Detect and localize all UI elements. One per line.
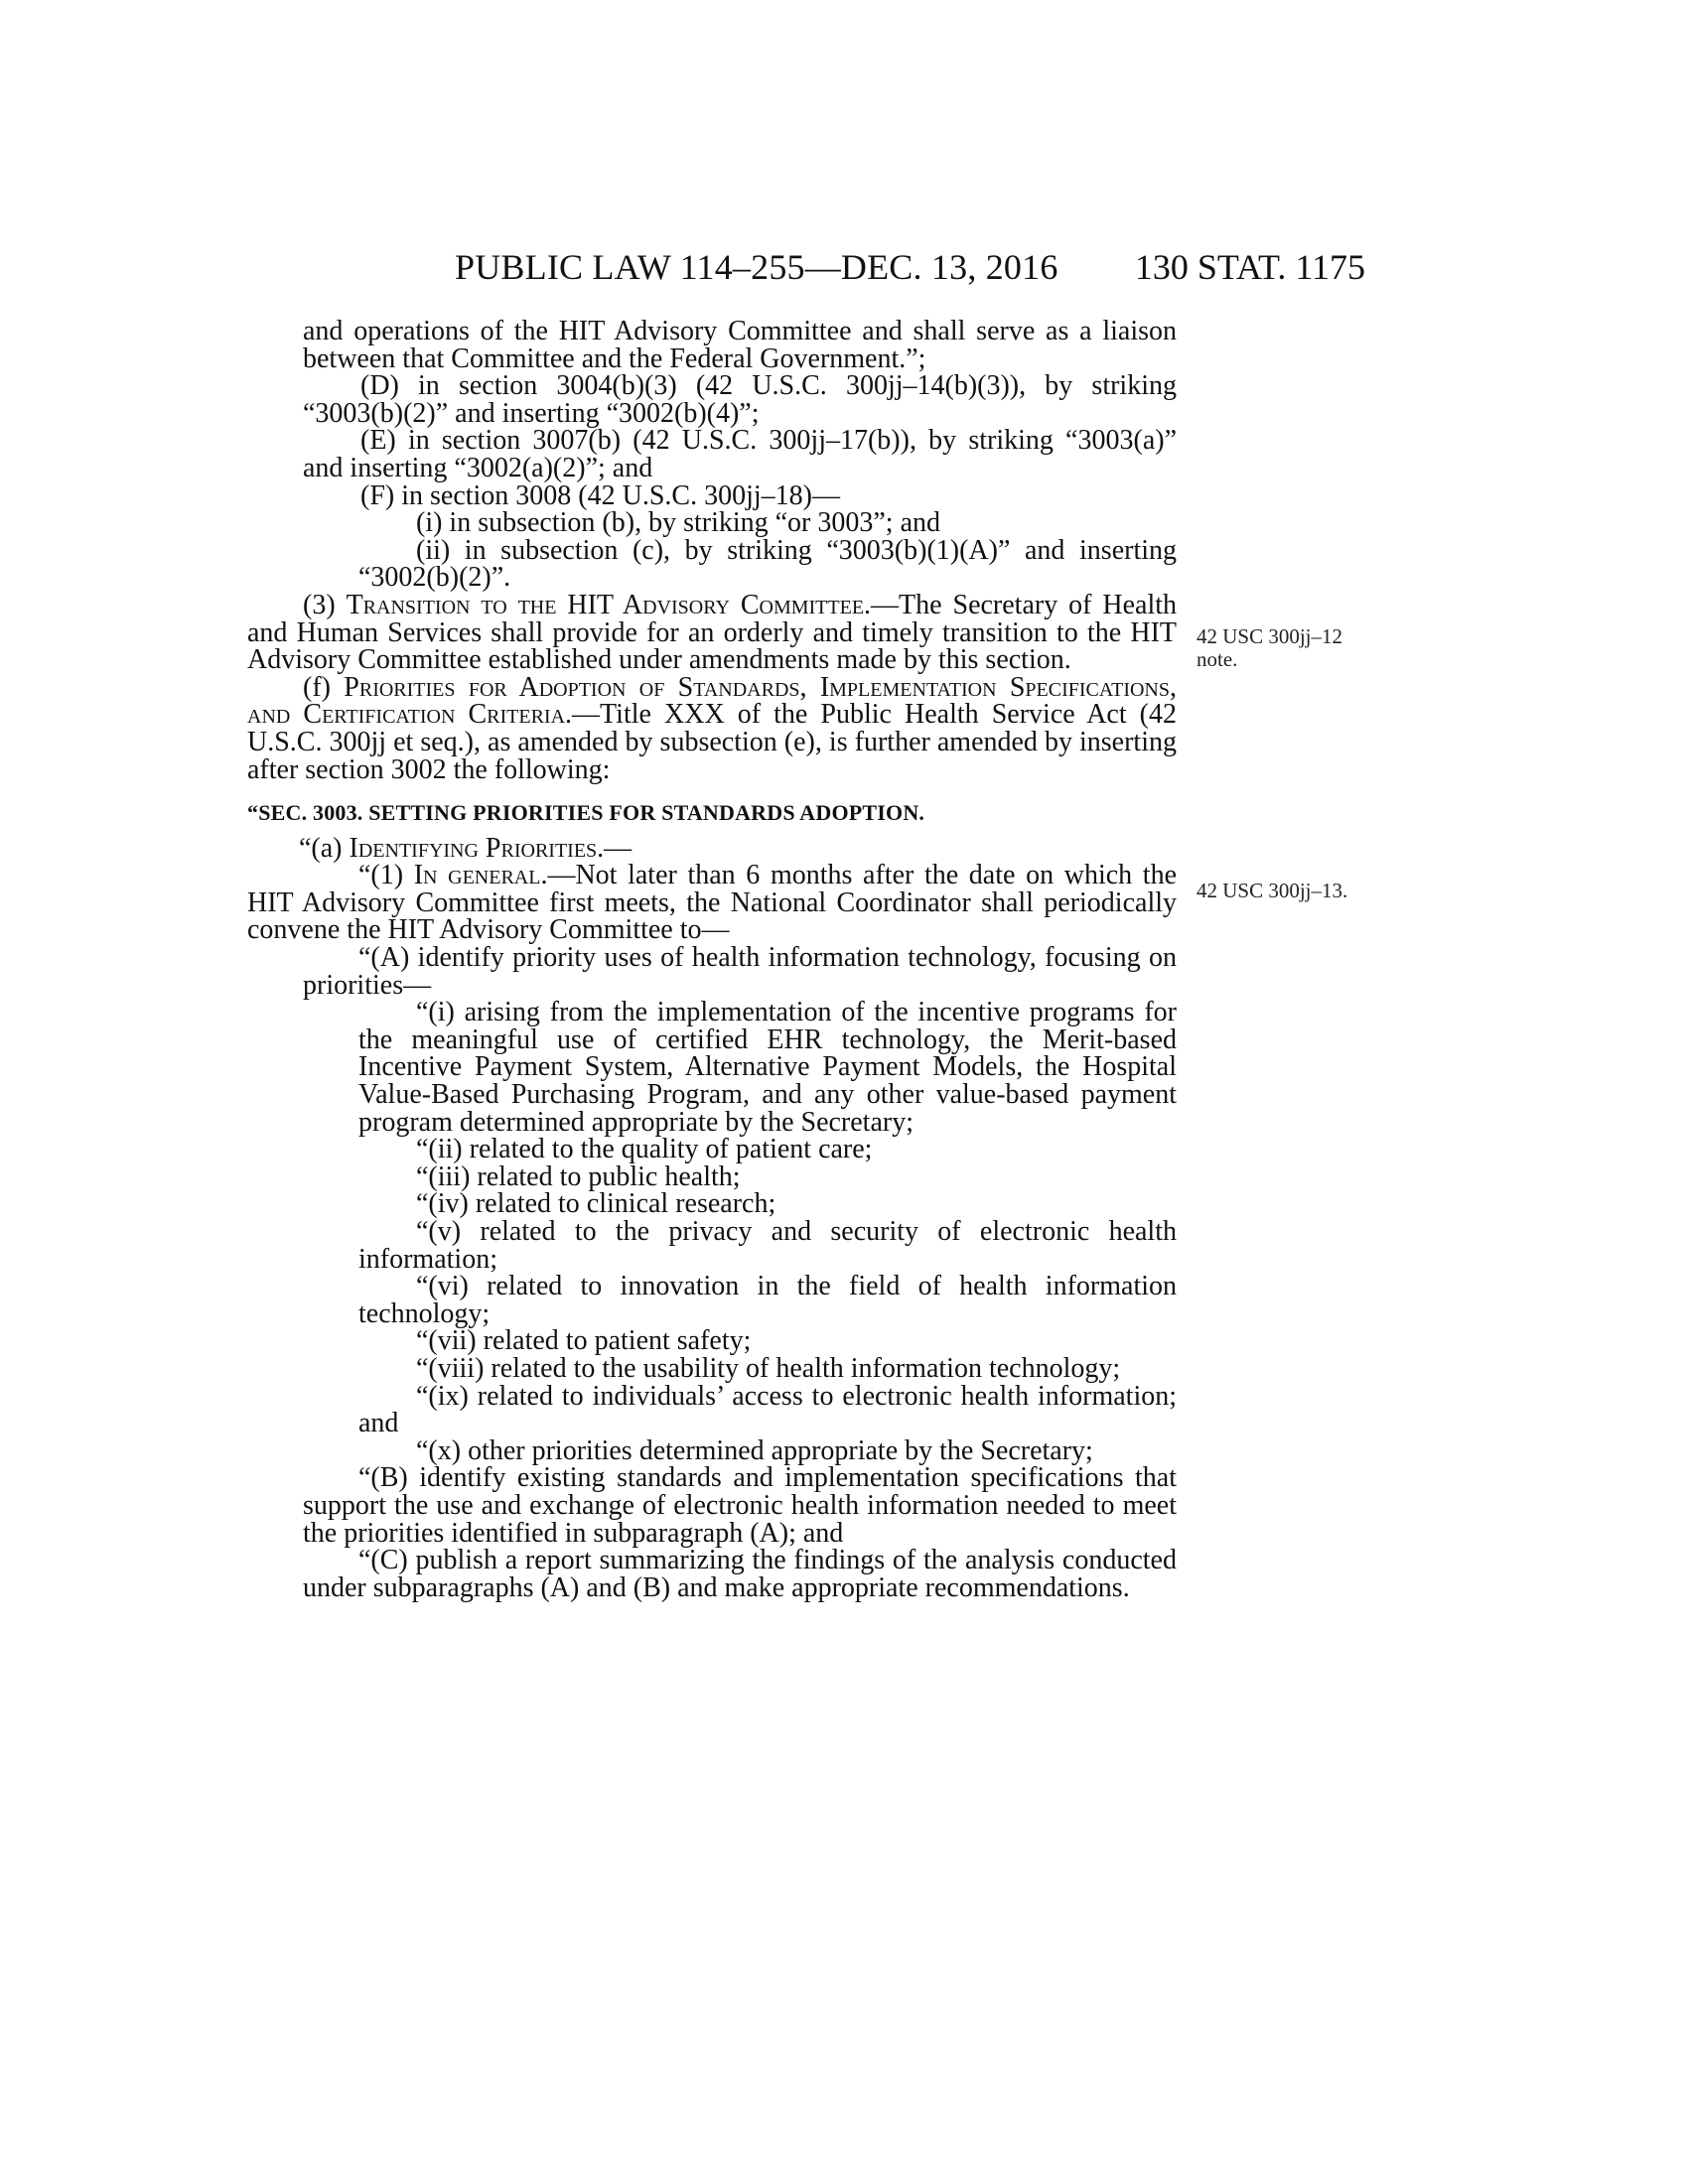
paragraph-D: (D) in section 3004(b)(3) (42 U.S.C. 300jj–14(b)(3)), by striking “3003(b)(2)” and inserting “3002(b)(4)”;	[303, 370, 1177, 429]
clause-ix-access: “(ix) related to individuals’ access to electronic health information; and	[358, 1380, 1177, 1439]
clause-i-arising: “(i) arising from the implementation of the incentive programs for the meaningful use of certified EHR technology, the Merit-based Incentive Payment System, Alternative Payment Models, the Hospital Value-Based Purchasing Program, and any other value-based payment program determined appropriate by the Secretary;	[358, 997, 1177, 1138]
para-lead: “(1)	[358, 860, 414, 891]
clause-iii-public-health: “(iii) related to public health;	[416, 1160, 741, 1192]
clause-iv-clinical-research: “(iv) related to clinical research;	[416, 1188, 776, 1220]
para-text: .—Title XXX of the Public Health Service Act (42 U.S.C. 300jj et seq.), as amended by subsection (e), is further amended by inserting after section 3002 the following:	[247, 699, 1178, 785]
clause-vi-innovation: “(vi) related to innovation in the field of health information technology;	[358, 1271, 1177, 1329]
stat-page-number: 130 STAT. 1175	[1134, 247, 1365, 287]
clause-x-other: “(x) other priorities determined appropriate by the Secretary;	[416, 1434, 1093, 1466]
paragraph-E: (E) in section 3007(b) (42 U.S.C. 300jj–17(b)), by striking “3003(a)” and inserting “3002(a)(2)”; and	[303, 425, 1177, 483]
margin-note-line: 42 USC 300jj–12	[1196, 624, 1343, 648]
clause-i: (i) in subsection (b), by striking “or 3003”; and	[416, 507, 941, 539]
paragraph-3-transition	[247, 589, 1177, 676]
statute-text	[247, 316, 1178, 1603]
subsection-f	[247, 671, 1178, 785]
para-lead: (3)	[303, 589, 347, 620]
clause-ii: (ii) in subsection (c), by striking “3003(b)(1)(A)” and inserting “3002(b)(2)”.	[358, 534, 1177, 594]
para-text: .—The Secretary of Health and Human Services shall provide for an orderly and timely transition to the HIT Advisory Committee established under amendments made by this section.	[247, 589, 1177, 676]
subsection-a	[299, 832, 1177, 864]
margin-note-usc-13: 42 USC 300jj–13.	[1196, 879, 1348, 902]
margin-note-usc-12	[1196, 625, 1342, 671]
para-heading: In general	[413, 860, 541, 891]
section-heading: “SEC. 3003. SETTING PRIORITIES FOR STANDARDS ADOPTION.	[247, 800, 925, 826]
para-lead: (f)	[303, 671, 345, 703]
margin-note-line: note.	[1196, 647, 1238, 671]
para-text: .—Not later than 6 months after the date on which the HIT Advisory Committee first meets, the National Coordinator shall periodically convene the HIT Advisory Committee to—	[247, 860, 1177, 946]
para-text: .—	[597, 832, 633, 864]
para-lead: “(a)	[299, 832, 350, 864]
subparagraph-B: “(B) identify existing standards and implementation specifications that support the use and exchange of electronic health information needed to meet the priorities identified in subparagraph (A); and	[303, 1462, 1177, 1549]
paragraph-1-in-general	[247, 862, 1177, 944]
clause-ii-quality: “(ii) related to the quality of patient care;	[416, 1134, 873, 1165]
para-heading: Identifying Priorities	[349, 832, 598, 864]
subparagraph-C: “(C) publish a report summarizing the findings of the analysis conducted under subparagraphs (A) and (B) and make appropriate recommendations.	[303, 1545, 1177, 1603]
para-heading: Transition to the HIT Advisory Committee	[346, 589, 865, 620]
clause-viii-usability: “(viii) related to the usability of health information technology;	[416, 1352, 1121, 1384]
paragraph: and operations of the HIT Advisory Committee and shall serve as a liaison between that Committee and the Federal Government.”;	[303, 316, 1177, 374]
paragraph-F: (F) in section 3008 (42 U.S.C. 300jj–18)—	[360, 479, 840, 511]
para-heading: Priorities for Adoption of Standards, Implementation Specifications, and Certification Criteria	[247, 671, 1177, 731]
page-header	[0, 246, 1688, 286]
running-head-title: PUBLIC LAW 114–255—DEC. 13, 2016	[455, 247, 1058, 287]
clause-v-privacy: “(v) related to the privacy and security of electronic health information;	[358, 1216, 1177, 1275]
subparagraph-A: “(A) identify priority uses of health information technology, focusing on priorities—	[303, 942, 1177, 1001]
clause-vii-safety: “(vii) related to patient safety;	[416, 1325, 752, 1357]
